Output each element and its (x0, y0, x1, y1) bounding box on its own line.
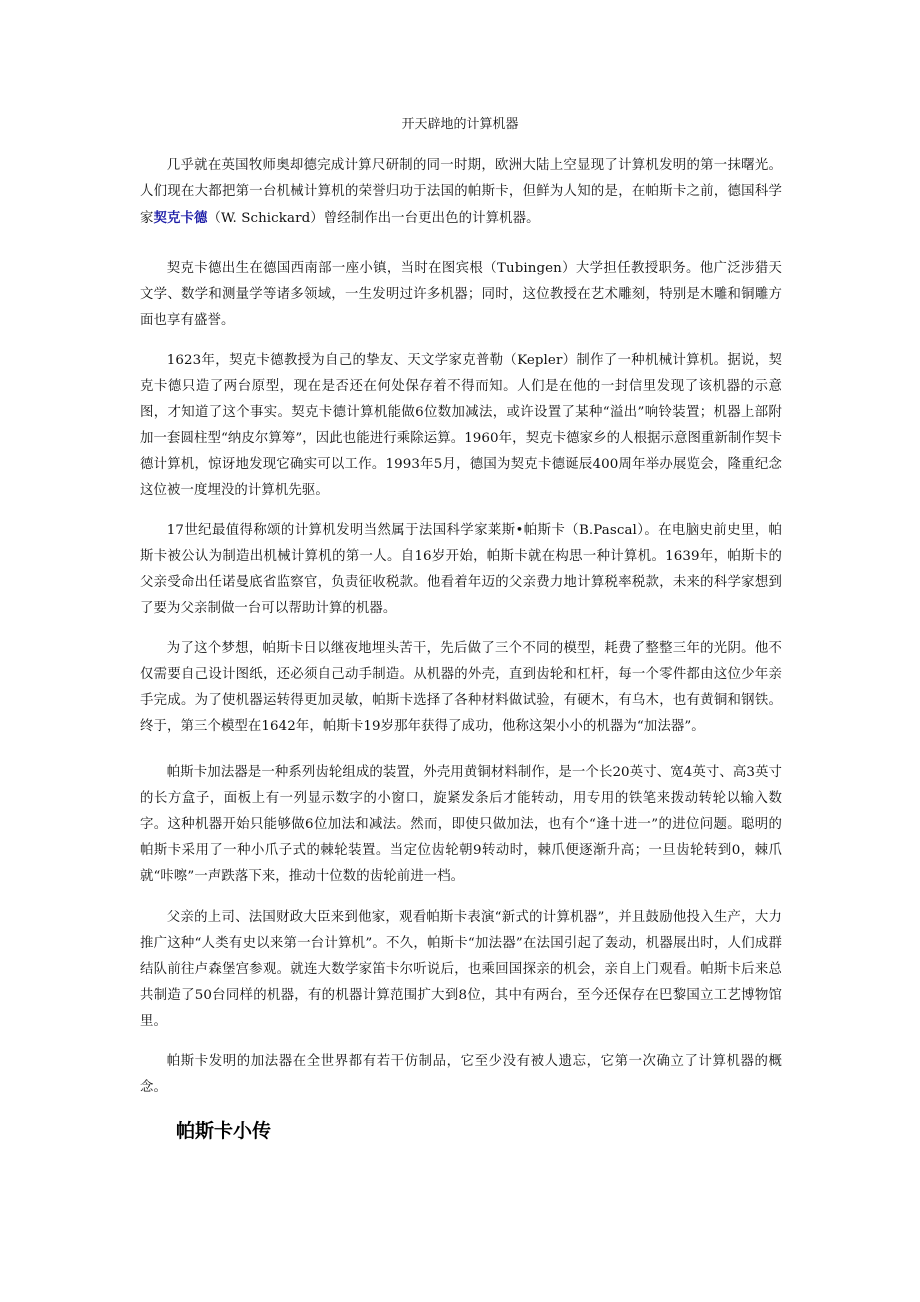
paragraph-8: 帕斯卡发明的加法器在全世界都有若干仿制品，它至少没有被人遗忘，它第一次确立了计算机器的概念。 (140, 1054, 782, 1095)
paragraph-1 (140, 153, 782, 232)
paragraph-6: 帕斯卡加法器是一种系列齿轮组成的装置，外壳用黄铜材料制作，是一个长20英寸、宽4英寸、高3英寸的长方盒子，面板上有一列显示数字的小窗口，旋紧发条后才能转动，用专用的铁笔来拨动转轮以输入数字。这种机器开始只能够做6位加法和减法。然而，即使只做加法，也有个“逢十进一”的进位问题。聪明的帕斯卡采用了一种小爪子式的棘轮装置。当定位齿轮朝9转动时，棘爪便逐渐升高；一旦齿轮转到0，棘爪就“咔嚓”一声跌落下来，推动十位数的齿轮前进一档。 (140, 765, 782, 884)
paragraph-1-text-before: 几乎就在英国牧师奥却德完成计算尺研制的同一时期，欧洲大陆上空显现了计算机发明的第一抹曙光。人们现在大都把第一台机械计算机的荣誉归功于法国的帕斯卡，但鲜为人知的是，在帕斯卡之前，德国科学家 (140, 158, 782, 226)
paragraph-1-text-after: （W. Schickard）曾经制作出一台更出色的计算机器。 (207, 211, 540, 226)
paragraph-5: 为了这个梦想，帕斯卡日以继夜地埋头苦干，先后做了三个不同的模型，耗费了整整三年的光阴。他不仅需要自己设计图纸，还必须自己动手制造。从机器的外壳，直到齿轮和杠杆，每一个零件都由这位少年亲手完成。为了使机器运转得更加灵敏，帕斯卡选择了各种材料做试验，有硬木，有乌木，也有黄铜和钢铁。终于，第三个模型在1642年，帕斯卡19岁那年获得了成功，他称这架小小的机器为“加法器”。 (140, 641, 782, 734)
section-heading-pascal-biography: 帕斯卡小传 (176, 1120, 272, 1142)
paragraph-3: 1623年，契克卡德教授为自己的挚友、天文学家克普勒（Kepler）制作了一种机械计算机。据说，契克卡德只造了两台原型，现在是否还在何处保存着不得而知。人们是在他的一封信里发现了该机器的示意图，才知道了这个事实。契克卡德计算机能做6位数加减法，或许设置了某种“溢出”响铃装置；机器上部附加一套圆柱型“纳皮尔算筹”，因此也能进行乘除运算。1960年，契克卡德家乡的人根据示意图重新制作契卡德计算机，惊讶地发现它确实可以工作。1993年5月，德国为契克卡德诞辰400周年举办展览会，隆重纪念这位被一度埋没的计算机先驱。 (140, 353, 782, 498)
document-title: 开天辟地的计算机器 (401, 117, 519, 132)
paragraph-2: 契克卡德出生在德国西南部一座小镇，当时在图宾根（Tubingen）大学担任教授职务。他广泛涉猎天文学、数学和测量学等诸多领域，一生发明过许多机器；同时，这位教授在艺术雕刻，特别是木雕和铜雕方面也享有盛誉。 (140, 261, 782, 328)
paragraph-4: 17世纪最值得称颂的计算机发明当然属于法国科学家莱斯•帕斯卡（B.Pascal）。在电脑史前史里，帕斯卡被公认为制造出机械计算机的第一人。自16岁开始，帕斯卡就在构思一种计算机。1639年，帕斯卡的父亲受命出任诺曼底省监察官，负责征收税款。他看着年迈的父亲费力地计算税率税款，未来的科学家想到了要为父亲制做一台可以帮助计算的机器。 (140, 523, 782, 616)
schickard-link[interactable]: 契克卡德 (153, 210, 208, 226)
paragraph-7: 父亲的上司、法国财政大臣来到他家，观看帕斯卡表演“新式的计算机器”，并且鼓励他投入生产，大力推广这种“人类有史以来第一台计算机”。不久，帕斯卡“加法器”在法国引起了轰动，机器展出时，人们成群结队前往卢森堡宫参观。就连大数学家笛卡尔听说后，也乘回国探亲的机会，亲自上门观看。帕斯卡后来总共制造了50台同样的机器，有的机器计算范围扩大到8位，其中有两台，至今还保存在巴黎国立工艺博物馆里。 (140, 910, 782, 1029)
